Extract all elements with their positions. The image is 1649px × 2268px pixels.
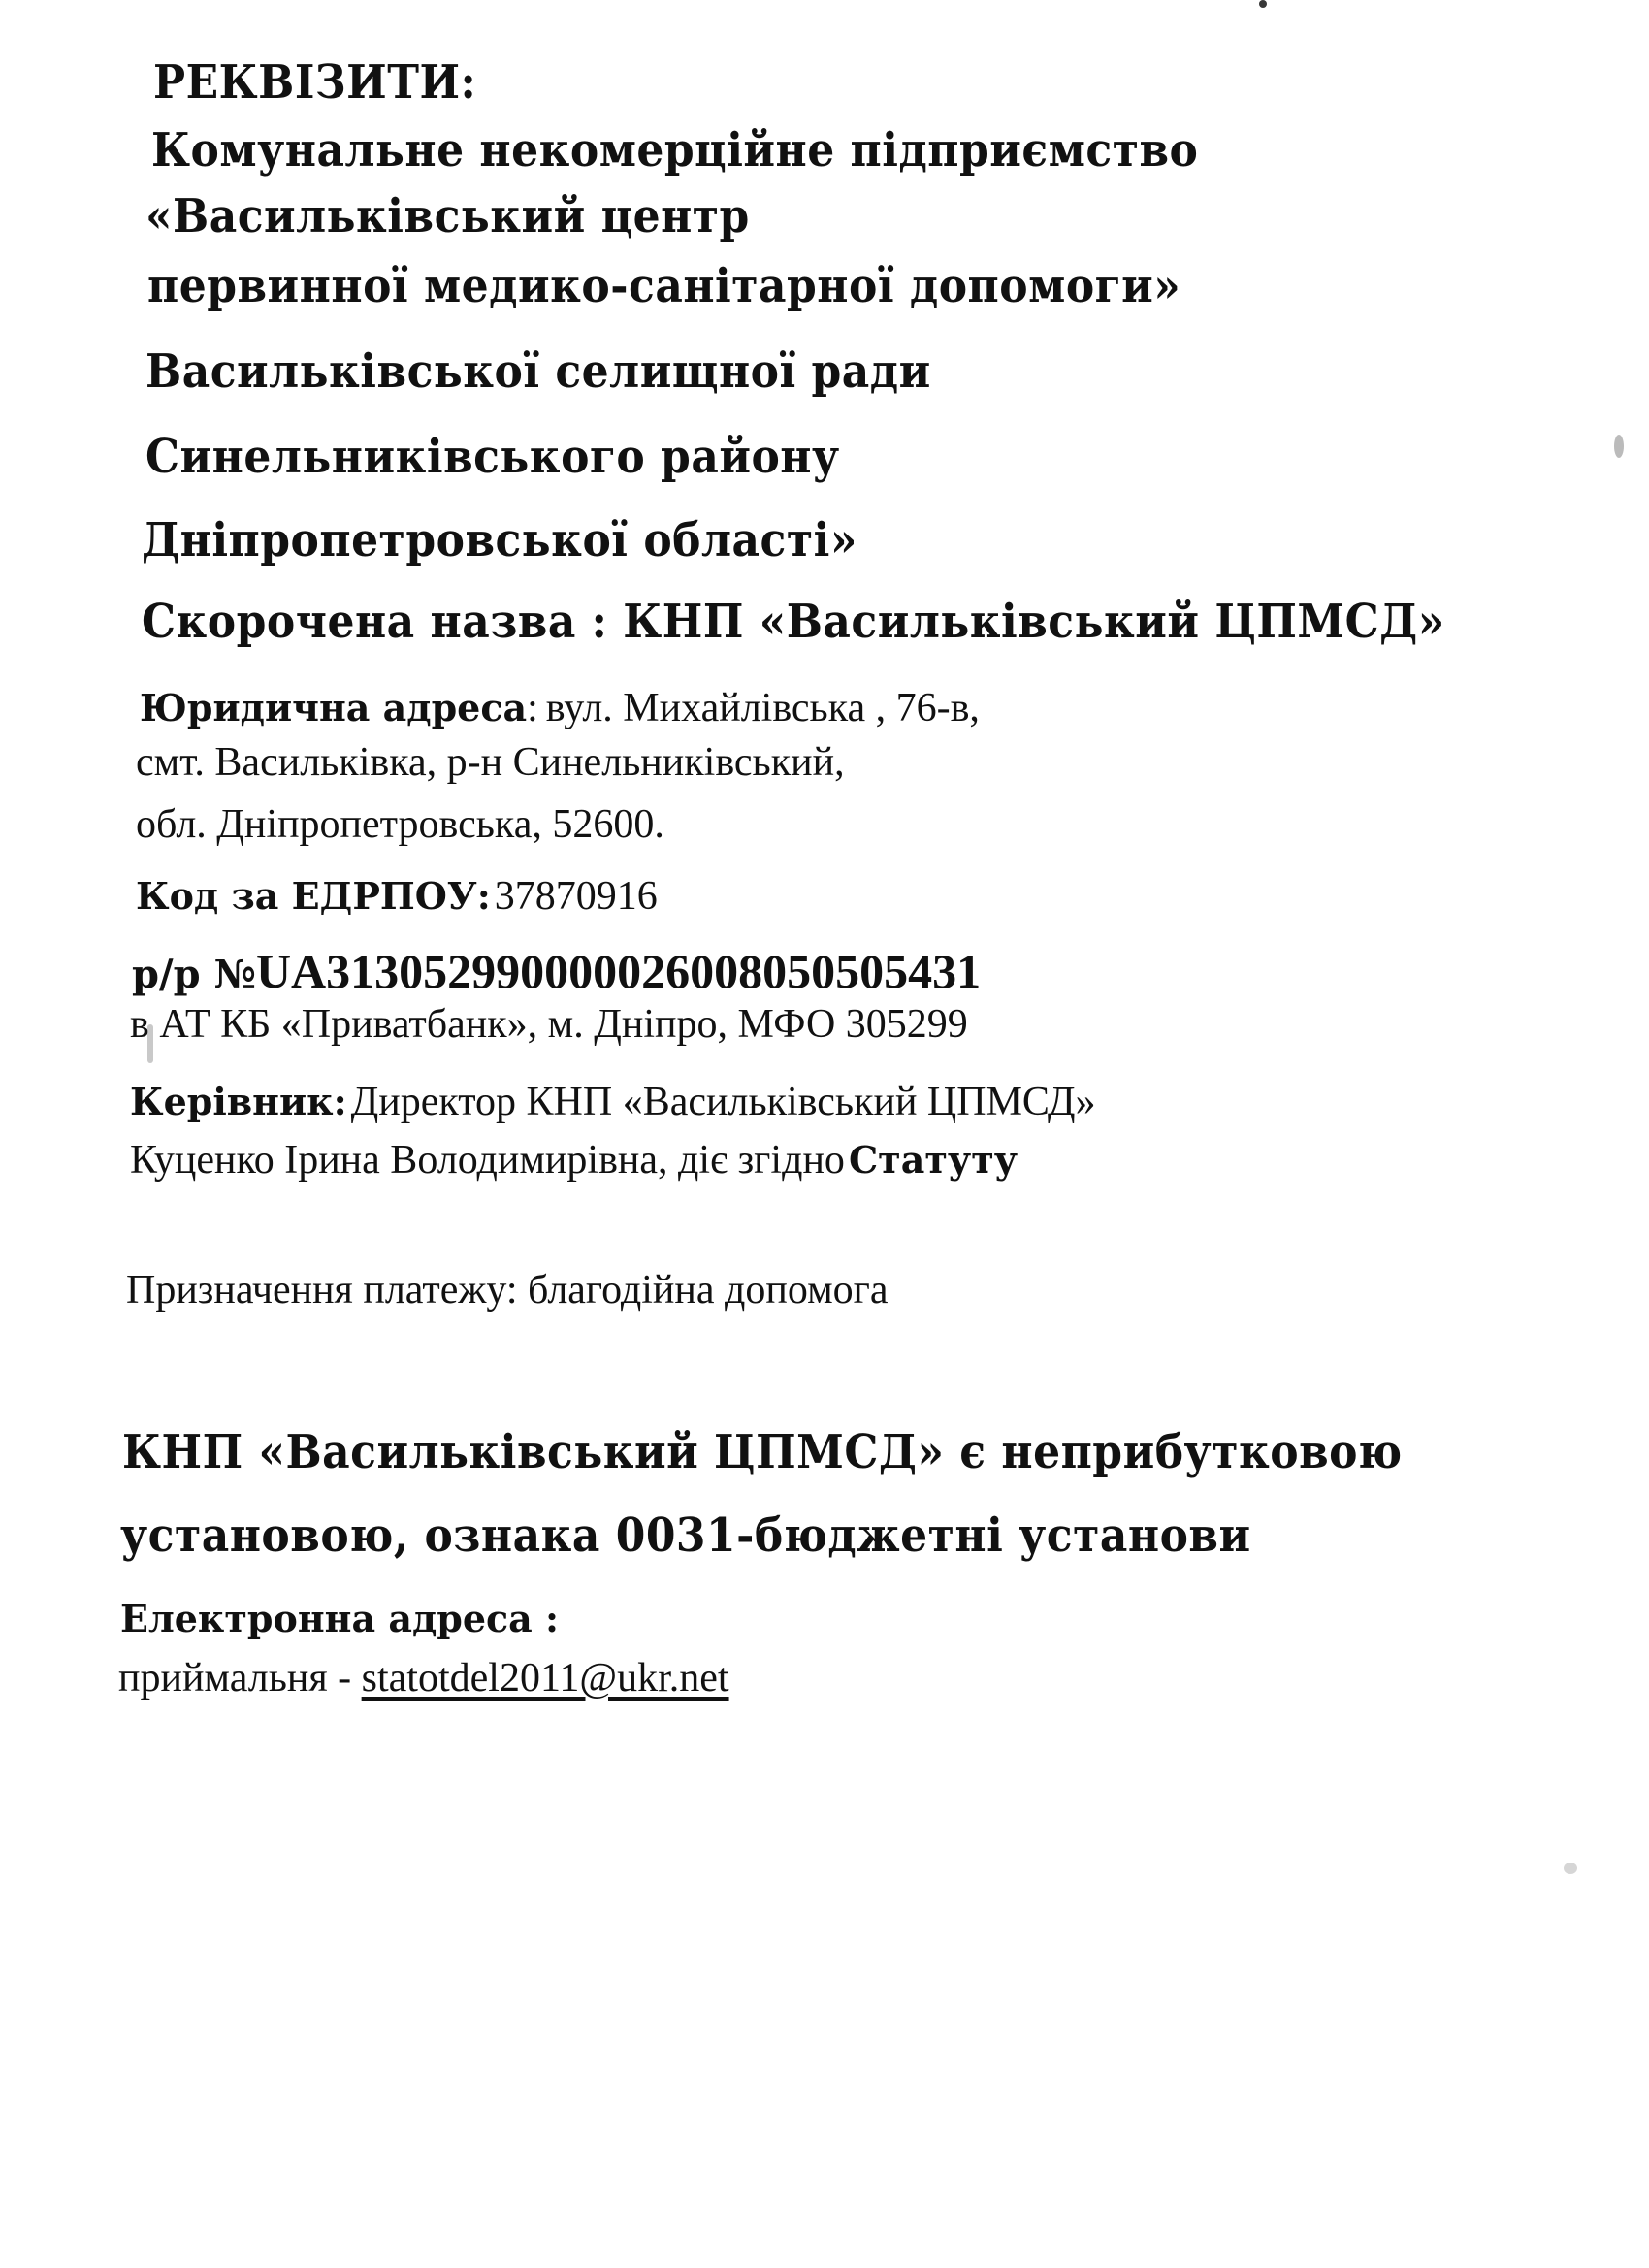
email-row [118, 1655, 729, 1701]
short-name-label: Скорочена назва : [142, 596, 608, 650]
pen-mark [147, 1024, 153, 1063]
director-position: Директор КНП «Васильківський ЦПМСД» [350, 1080, 1096, 1124]
org-name-line-4: Васильківської селищної ради [146, 345, 931, 400]
scan-speck [1614, 435, 1624, 458]
scan-speck [1564, 1863, 1577, 1874]
org-name-line-1: Комунальне некомерційне підприємство [151, 124, 1199, 178]
email-label: Електронна адреса : [120, 1597, 560, 1640]
org-name-line-6: Дніпропетровської області» [142, 514, 857, 568]
bank-details-line: в АТ КБ «Приватбанк», м. Дніпро, МФО 305299 [130, 1002, 968, 1047]
edrpou-label: Код за ЕДРПОУ: [136, 874, 491, 918]
nonprofit-statement-line-1: КНП «Васильківський ЦПМСД» є неприбутковою [122, 1426, 1403, 1480]
email-prefix: приймальня - [118, 1656, 362, 1701]
payment-purpose: Призначення платежу: благодійна допомога [126, 1268, 889, 1312]
nonprofit-statement-line-2: установою, ознака 0031-бюджетні установи [120, 1509, 1251, 1564]
org-name-line-5: Синельниківського району [146, 431, 840, 485]
director-basis: Статуту [848, 1138, 1018, 1182]
bank-account-row [132, 943, 981, 999]
email-link[interactable]: statotdel2011@ukr.net [361, 1656, 729, 1701]
director-name: Куценко Ірина Володимирівна, діє згідно [130, 1138, 845, 1183]
bank-account-label: р/р № [132, 952, 256, 997]
org-name-line-2: «Васильківський центр [146, 190, 750, 244]
edrpou-row [136, 873, 658, 920]
legal-address-colon: : [527, 686, 538, 730]
document-title: РЕКВІЗИТИ: [153, 56, 477, 111]
legal-address-label: Юридична адреса [140, 686, 528, 729]
director-label: Керівник: [130, 1080, 347, 1123]
short-name-row [142, 596, 1445, 649]
iban-value: UA313052990000026008050505431 [255, 944, 982, 998]
scan-speck [1259, 0, 1267, 8]
edrpou-value: 37870916 [494, 874, 658, 919]
legal-address-line-3: обл. Дніпропетровська, 52600. [136, 802, 664, 847]
director-name-row [130, 1137, 1018, 1183]
legal-address-row [140, 685, 980, 731]
legal-address-line-1: вул. Михайлівська , 76-в, [545, 686, 980, 730]
short-name-value: КНП «Васильківський ЦПМСД» [623, 596, 1445, 650]
org-name-line-3: первинної медико-санітарної допомоги» [147, 260, 1181, 314]
legal-address-line-2: смт. Васильківка, р-н Синельниківський, [136, 740, 845, 785]
director-row [130, 1079, 1096, 1125]
